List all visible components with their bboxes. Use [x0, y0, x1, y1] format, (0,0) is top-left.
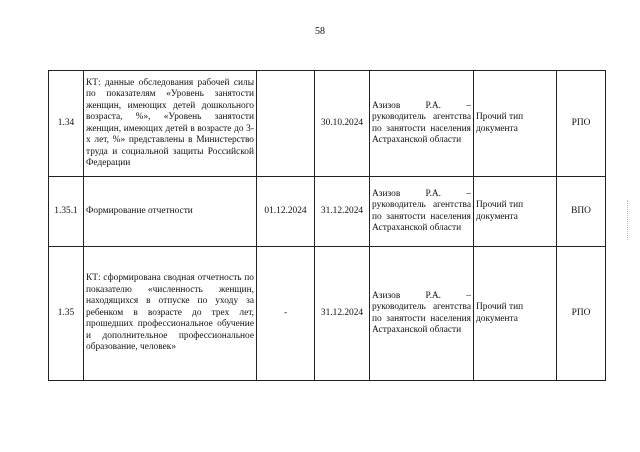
row-responsible: Азизов Р.А. – руководитель агентства по занятости населения Астраханской области [370, 71, 474, 177]
row-end-date: 30.10.2024 [315, 71, 370, 177]
row-start-date: - [257, 247, 315, 381]
row-description: Формирование отчетности [84, 177, 257, 247]
table-row [49, 177, 606, 247]
row-end-date: 31.12.2024 [315, 247, 370, 381]
page-number: 58 [315, 26, 325, 37]
row-start-date: 01.12.2024 [257, 177, 315, 247]
row-code: ВПО [557, 177, 606, 247]
row-start-date [257, 71, 315, 177]
row-number: 1.34 [49, 71, 84, 177]
row-number: 1.35.1 [49, 177, 84, 247]
row-doc-type: Прочий тип документа [474, 247, 557, 381]
row-code: РПО [557, 247, 606, 381]
row-description: КТ: данные обследования рабочей силы по показателям «Уровень занятости женщин, имеющих детей дошкольного возраста, %», «Уровень занятости женщин, имеющих детей в возрасте до 3-х лет, %» представлены в Министерство труда и социальной защиты Российской Федерации [84, 71, 257, 177]
table-row [49, 71, 606, 177]
row-code: РПО [557, 71, 606, 177]
row-description: КТ: сформирована сводная отчетность по показателю «численность женщин, находящихся в отпуске по уходу за ребенком в возрасте до трех лет, прошедших профессиональное обучение и дополнительное профессиональное образование, человек» [84, 247, 257, 381]
plan-table [48, 70, 606, 381]
row-end-date: 31.12.2024 [315, 177, 370, 247]
row-doc-type: Прочий тип документа [474, 177, 557, 247]
row-number: 1.35 [49, 247, 84, 381]
row-responsible: Азизов Р.А. – руководитель агентства по занятости населения Астраханской области [370, 247, 474, 381]
row-responsible: Азизов Р.А. – руководитель агентства по занятости населения Астраханской области [370, 177, 474, 247]
table-row [49, 247, 606, 381]
row-doc-type: Прочий тип документа [474, 71, 557, 177]
scan-edge-mark [627, 200, 632, 240]
